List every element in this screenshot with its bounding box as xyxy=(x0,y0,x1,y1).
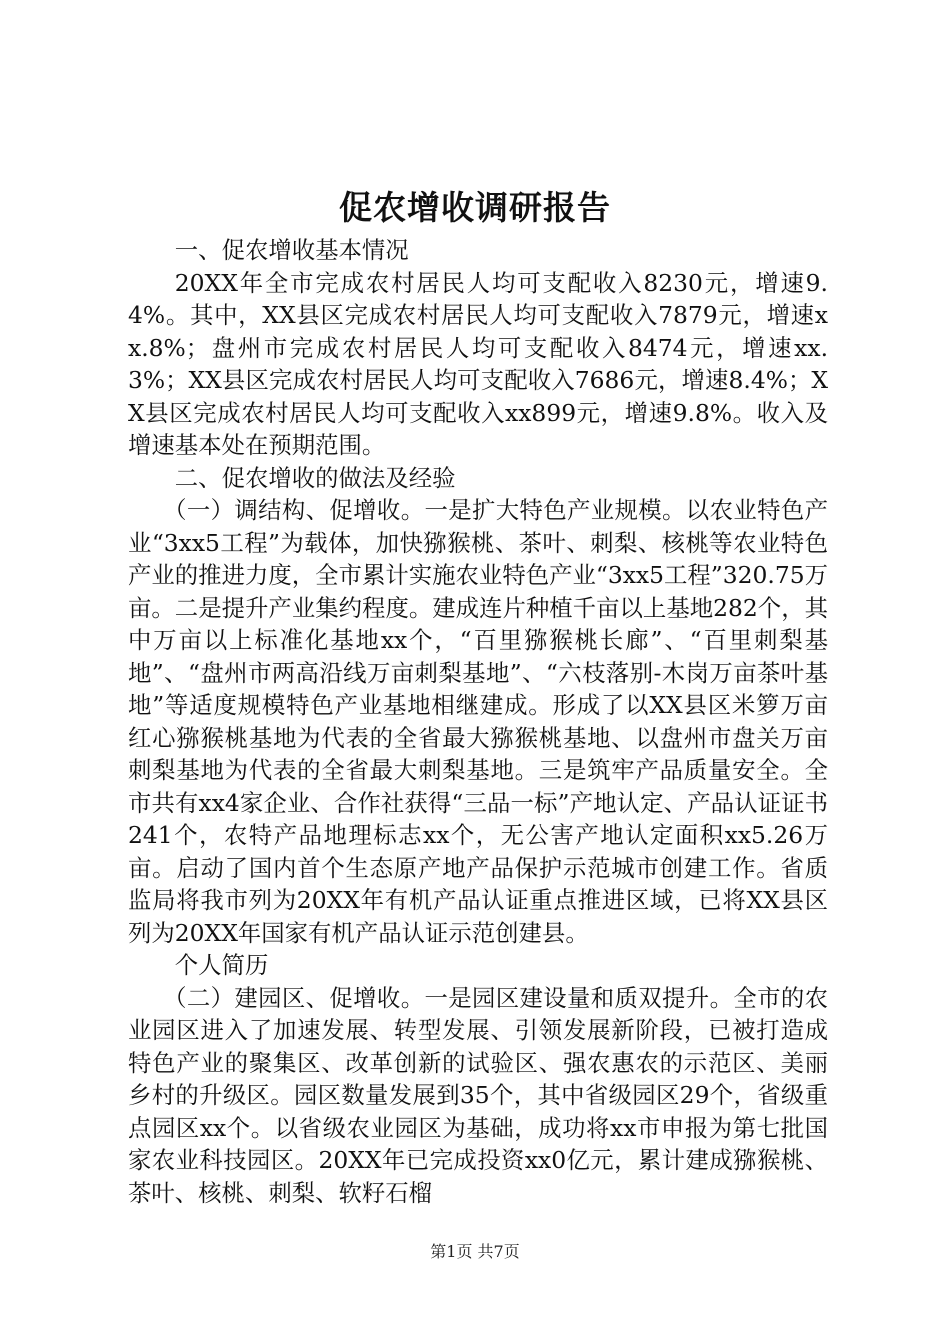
document-body xyxy=(128,234,828,1209)
paragraph: （一）调结构、促增收。一是扩大特色产业规模。以农业特色产业“3xx5工程”为载体，加快猕猴桃、茶叶、刺梨、核桃等农业特色产业的推进力度，全市累计实施农业特色产业“3xx5工程”320.75万亩。二是提升产业集约程度。建成连片种植千亩以上基地282个，其中万亩以上标准化基地xx个，“百里猕猴桃长廊”、“百里刺梨基地”、“盘州市两高沿线万亩刺梨基地”、“六枝落别-木岗万亩茶叶基地”等适度规模特色产业基地相继建成。形成了以XX县区米箩万亩红心猕猴桃基地为代表的全省最大猕猴桃基地、以盘州市盘关万亩刺梨基地为代表的全省最大刺梨基地。三是筑牢产品质量安全。全市共有xx4家企业、合作社获得“三品一标”产地认定、产品认证证书241个，农特产品地理标志xx个，无公害产地认定面积xx5.26万亩。启动了国内首个生态原产地产品保护示范城市创建工作。省质监局将我市列为20XX年有机产品认证重点推进区域，已将XX县区列为20XX年国家有机产品认证示范创建县。 xyxy=(128,496,828,947)
document-title: 促农增收调研报告 xyxy=(339,188,611,227)
paragraph: 20XX年全市完成农村居民人均可支配收入8230元，增速9.4%。其中，XX县区完成农村居民人均可支配收入7879元，增速xx.8%；盘州市完成农村居民人均可支配收入8474元，增速xx.3%；XX县区完成农村居民人均可支配收入7686元，增速8.4%；XX县区完成农村居民人均可支配收入xx899元，增速9.8%。收入及增速基本处在预期范围。 xyxy=(128,268,828,459)
section-heading: 二、促农增收的做法及经验 xyxy=(174,463,456,492)
paragraph: （二）建园区、促增收。一是园区建设量和质双提升。全市的农业园区进入了加速发展、转型发展、引领发展新阶段，已被打造成特色产业的聚集区、改革创新的试验区、强农惠农的示范区、美丽乡村的升级区。园区数量发展到35个，其中省级园区29个，省级重点园区xx个。以省级农业园区为基础，成功将xx市申报为第七批国家农业科技园区。20XX年已完成投资xx0亿元，累计建成猕猴桃、茶叶、核桃、刺梨、软籽石榴 xyxy=(128,983,828,1207)
page-number: 第1页 共7页 xyxy=(430,1242,520,1261)
inline-note: 个人简历 xyxy=(174,951,269,979)
section-heading: 一、促农增收基本情况 xyxy=(174,236,409,264)
